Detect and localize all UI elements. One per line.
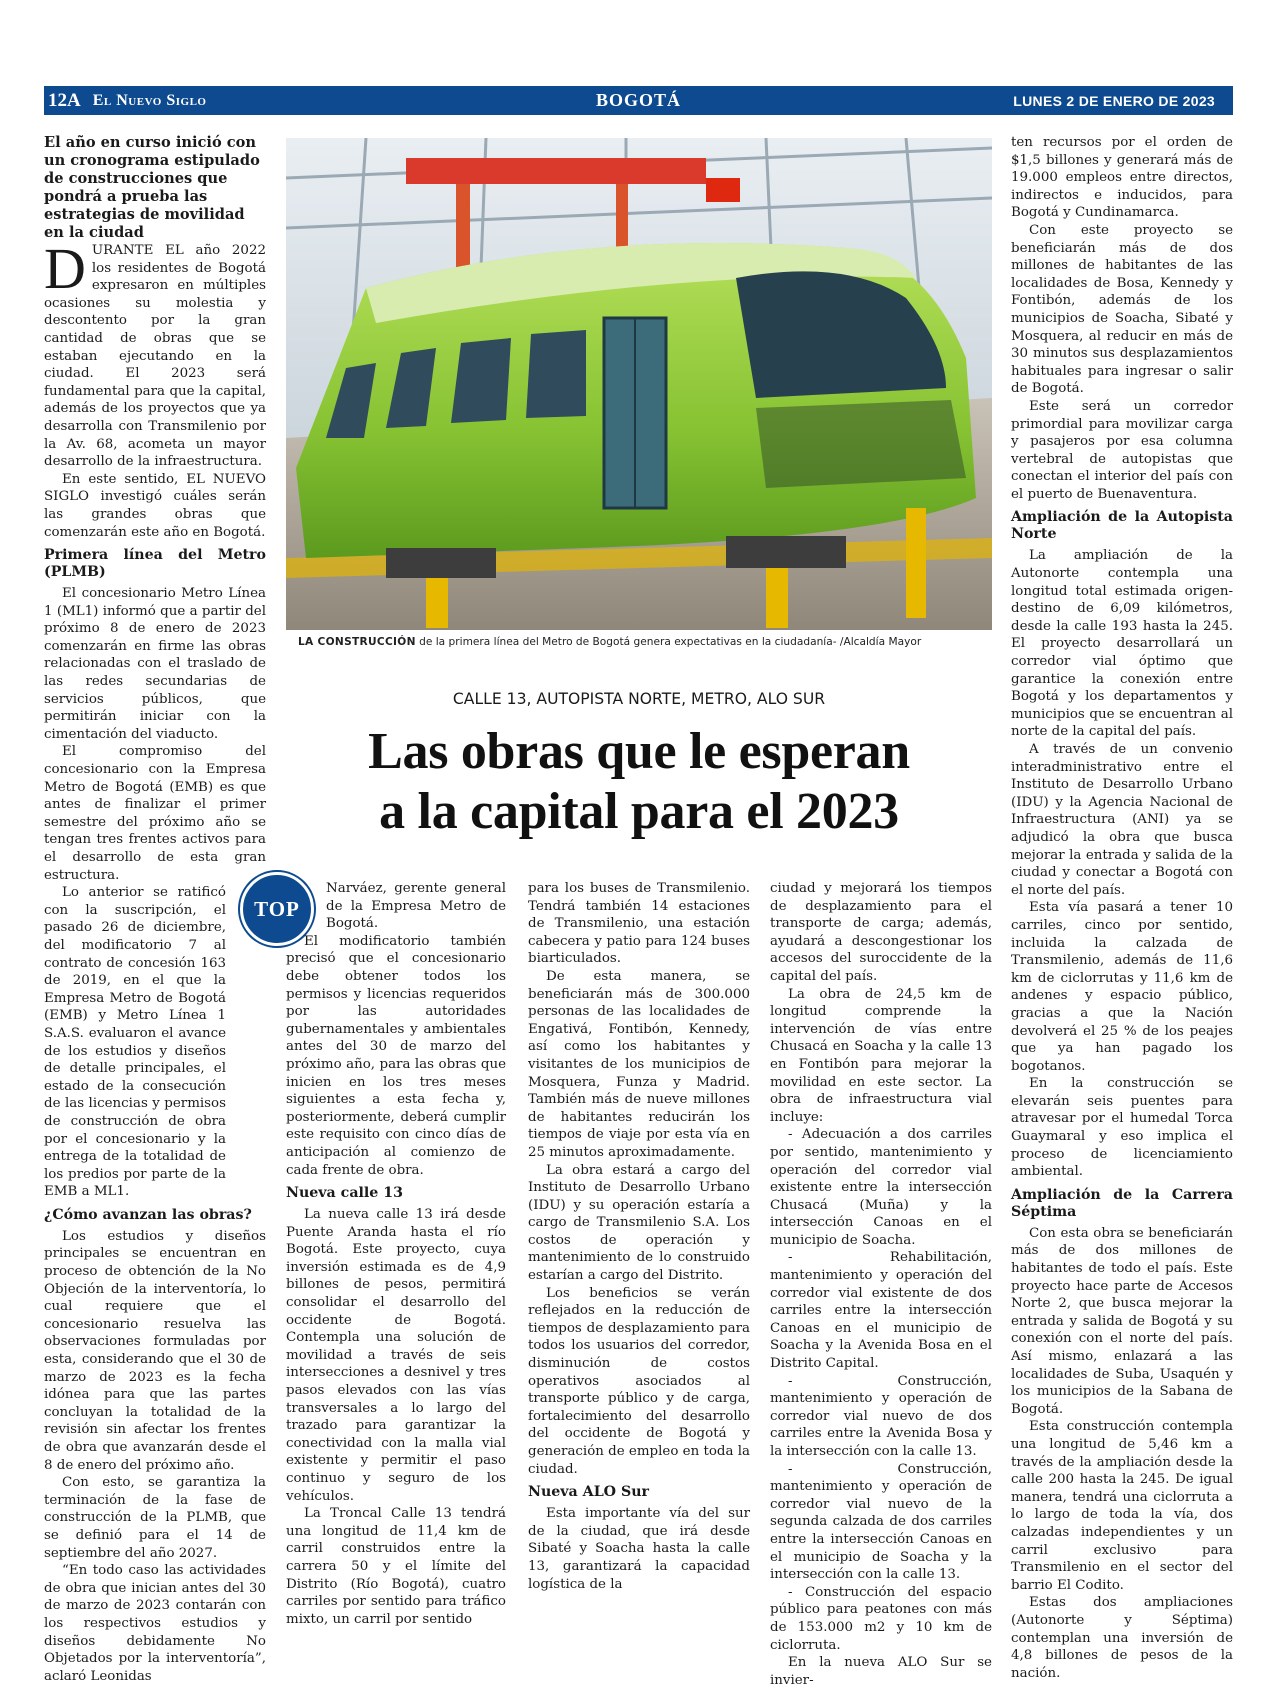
subheading: Ampliación de la Autopista Norte <box>1011 509 1233 543</box>
subheading: ¿Cómo avanzan las obras? <box>44 1206 252 1223</box>
article-paragraph: El modificatorio también precisó que el concesionario debe obtener todos los permisos y licencias requeridos por las autoridades gubernamentales y ambientales antes del 30 de marzo del próximo año, para las obras que inicien en los tres meses siguientes a esta fecha y, posteriormente, deberá cumplir este requisito con cinco días de anticipación al comienzo de cada frente de obra. <box>286 933 506 1178</box>
headline-line: Las obras que le esperan <box>368 723 910 780</box>
article-paragraph: - Rehabilitación, mantenimiento y operación del corredor vial existente de dos carriles entre la intersección Canoas en el municipio de Soacha y la Avenida Bosa en el Distrito Capital. <box>770 1250 992 1372</box>
article-paragraph: A través de un convenio interadministrativo entre el Instituto de Desarrollo Urbano (IDU) y la Agencia Nacional de Infraestructura (ANI) ya se adjudicó la obra que busca mejorar la entrada y salida de la ciudad y conectar a Bogotá con el norte del país. <box>1011 742 1233 898</box>
article-paragraph: Esta vía pasará a tener 10 carriles, cinco por sentido, incluida la calzada de Transmilenio, además de 11,6 km de ciclorrutas y 11,6 km de andenes y espacio público, gracias a que la Nación devolverá el 25 % de los peajes que ya han pagado los bogotanos. <box>1011 900 1233 1074</box>
article-column-5 <box>1011 134 1233 1682</box>
article-paragraph: La nueva calle 13 irá desde Puente Aranda hasta el río Bogotá. Este proyecto, cuya inversión estimada es de 4,9 billones de pesos, permitirá consolidar el desarrollo del occidente de Bogotá. Contempla una solución de movilidad a través de seis intersecciones a desnivel y tres pasos elevados con las vías transversales a lo largo del trazado para garantizar la conectividad con la malla vial existente y permitir el paso continuo y seguro de los vehículos. <box>286 1207 506 1504</box>
article-paragraph: Esta construcción contempla una longitud de 5,46 km a través de la ampliación desde la calle 200 hasta la 245. De igual manera, tendrá una ciclorruta a lo largo de toda la vía, dos calzadas independientes y un carril exclusivo para Transmilenio en el sector del barrio El Codito. <box>1011 1419 1233 1593</box>
article-paragraph: La Troncal Calle 13 tendrá una longitud de 11,4 km de carril construidos entre la carrera 50 y el límite del Distrito (Río Bogotá), cuatro carriles por sentido para tráfico mixto, un carril por sentido <box>286 1506 506 1627</box>
article-paragraph: DURANTE EL año 2022 los residentes de Bogotá expresaron en múltiples ocasiones su molestia y descontento por la gran cantidad de obras que se estaban ejecutando en la ciudad. El 2023 será fundamental para que la capital, además de los proyectos que ya desarrolla con Transmilenio por la Av. 68, acometa un mayor desarrollo de la infraestructura. <box>44 236 266 470</box>
metro-train-illustration <box>286 138 992 630</box>
subheading: Nueva ALO Sur <box>528 1484 650 1501</box>
article-paragraph: Con esto, se garantiza la terminación de la fase de construcción de la PLMB, que se definió para el 14 de septiembre del año 2027. <box>44 1475 266 1561</box>
issue-date: LUNES 2 DE ENERO DE 2023 <box>1013 92 1215 109</box>
headline-kicker: CALLE 13, AUTOPISTA NORTE, METRO, ALO SUR <box>452 690 826 708</box>
article-paragraph: Este será un corredor primordial para movilizar carga y pasajeros por esa columna vertebral de autopistas que conectan el interior del país con el puerto de Buenaventura. <box>1011 398 1233 502</box>
article-column-4 <box>770 880 992 1689</box>
article-paragraph: - Construcción, mantenimiento y operación de corredor vial nuevo de la segunda calzada de dos carriles entre la intersección Canoas en el municipio de Soacha y la intersección con la calle 13. <box>770 1461 992 1583</box>
article-paragraph: Con esta obra se beneficiarán más de dos millones de habitantes de todo el país. Este proyecto hace parte de Accesos Norte 2, que busca mejorar la entrada y salida de Bogotá y su conexión con el norte del país. Así mismo, enlazará a las localidades de Suba, Usaquén y los municipios de la Sabana de Bogotá. <box>1011 1225 1233 1417</box>
publication-name: El Nuevo Siglo <box>92 91 207 109</box>
metro-train-photo <box>286 138 992 630</box>
top-badge: TOP <box>240 872 314 946</box>
article-paragraph: - Construcción, mantenimiento y operación de corredor vial nuevo de dos carriles entre la Avenida Bosa y la intersección con la calle 13. <box>770 1373 992 1459</box>
article-paragraph: Con este proyecto se beneficiarán más de dos millones de habitantes de las localidades de Bosa, Kennedy y Fontibón, además de los municipios de Soacha, Sibaté y Mosquera, al reducir en más de 30 minutos sus desplazamientos habituales para ingresar o salir de Bogotá. <box>1011 222 1233 397</box>
subheading: Primera línea del Metro (PLMB) <box>44 547 266 581</box>
article-paragraph: Estas dos ampliaciones (Autonorte y Séptima) contemplan una inversión de 4,8 billones de pesos de la nación. <box>1011 1595 1233 1681</box>
article-paragraph: Narváez, gerente general de la Empresa Metro de Bogotá. <box>326 881 506 932</box>
section-name: BOGOTÁ <box>595 90 681 110</box>
article-paragraph: para los buses de Transmilenio. Tendrá también 14 estaciones de Transmilenio, una estación cabecera y patio para 124 buses biarticulados. <box>528 881 750 967</box>
headline-line: a la capital para el 2023 <box>379 783 899 840</box>
article-paragraph: La ampliación de la Autonorte contempla una longitud total estimada origen-destino de 6,09 kilómetros, desde la calle 193 hasta la 245. El proyecto desarrollará un corredor vial óptimo que garantice la conexión entre Bogotá y los departamentos y municipios que se encuentran al norte de la capital del país. <box>1011 548 1233 740</box>
article-lede: El año en curso inició con un cronograma estipulado de construcciones que pondrá a prueba las estrategias de movilidad en la ciudad <box>44 134 260 241</box>
article-paragraph: Esta importante vía del sur de la ciudad, que irá desde Sibaté y Soacha hasta la calle 13, garantizará la capacidad logística de la <box>528 1506 750 1592</box>
article-paragraph: En este sentido, EL NUEVO SIGLO investigó cuáles serán las grandes obras que comenzarán este año en Bogotá. <box>44 471 266 540</box>
subheading: Nueva calle 13 <box>286 1185 404 1202</box>
drop-cap: D <box>44 236 86 301</box>
article-column-1 <box>44 134 266 1685</box>
page-header <box>44 86 1233 115</box>
article-paragraph: En la nueva ALO Sur se invier- <box>770 1655 992 1688</box>
article-paragraph: De esta manera, se beneficiarán más de 300.000 personas de las localidades de Engativá, Fontibón, Kennedy, así como los habitantes y visitantes de los municipios de Mosquera, Funza y Madrid. También más de nueve millones de habitantes reducirán los tiempos de viaje por esta vía en 25 minutos aproximadamente. <box>528 968 750 1160</box>
article-column-3 <box>528 880 750 1593</box>
article-paragraph: Los beneficios se verán reflejados en la reducción de tiempos de desplazamiento para todos los usuarios del corredor, disminución de costos operativos asociados al transporte público y de carga, fortalecimiento del desarrollo del occidente de Bogotá y generación de empleo en toda la ciudad. <box>528 1285 750 1477</box>
article-paragraph: - Adecuación a dos carriles por sentido, mantenimiento y operación del corredor vial existente entre la intersección Chusacá (Muña) y la intersección Canoas en el municipio de Soacha. <box>770 1127 992 1248</box>
article-paragraph: El compromiso del concesionario con la Empresa Metro de Bogotá (EMB) es que antes de finalizar el primer semestre del próximo año se tengan tres frentes activos para el desarrollo de esta gran estructura. <box>44 744 266 883</box>
headline <box>286 722 992 842</box>
article-paragraph: ten recursos por el orden de $1,5 billones y generará más de 19.000 empleos entre directos, indirectos e inducidos, para Bogotá y Cundinamarca. <box>1011 135 1233 221</box>
article-column-2 <box>286 880 506 1628</box>
photo-caption: LA CONSTRUCCIÓN de la primera línea del Metro de Bogotá genera expectativas en la ciudadanía- /Alcaldía Mayor <box>298 636 922 648</box>
article-paragraph: Los estudios y diseños principales se encuentran en proceso de obtención de la No Objeción de la interventoría, lo cual requiere que el concesionario resuelva las observaciones formuladas por esta, considerando que el 30 de marzo de 2023 es la fecha idónea para que las partes concluyan la totalidad de la revisión sin afectar los frentes de obra que avanzarán desde el 8 de enero del próximo año. <box>44 1228 266 1473</box>
article-paragraph: Lo anterior se ratificó con la suscripción, el pasado 26 de diciembre, del modificatorio 7 al contrato de concesión 163 de 2019, en el que la Empresa Metro de Bogotá (EMB) y Metro Línea 1 S.A.S. evaluaron el avance de los estudios y diseños de detalle principales, el estado de la consecución de las licencias y permisos de construcción de obra por el concesionario y la entrega de la totalidad de los predios por parte de la EMB a ML1. <box>44 885 226 1200</box>
article-paragraph: En la construcción se elevarán seis puentes para atravesar por el humedal Torca Guaymaral y eso implica el proceso de licenciamiento ambiental. <box>1011 1076 1233 1180</box>
page-number: 12A <box>48 89 81 111</box>
article-paragraph: El concesionario Metro Línea 1 (ML1) informó que a partir del próximo 8 de enero de 2023 comenzarán en firme las obras relacionadas con el traslado de las redes secundarias de servicios públicos, que permitirán iniciar con la cimentación del viaducto. <box>44 586 266 742</box>
article-paragraph: La obra de 24,5 km de longitud comprende la intervención de vías entre Chusacá en Soacha y la calle 13 en Fontibón para mejorar la movilidad en este sector. La obra de infraestructura vial incluye: <box>770 986 992 1125</box>
article-paragraph: “En todo caso las actividades de obra que inician antes del 30 de marzo de 2023 contarán con los respectivos estudios y diseños debidamente No Objetados por la interventoría”, aclaró Leonidas <box>44 1563 266 1684</box>
article-paragraph: - Construcción del espacio público para peatones con más de 153.000 m2 y 10 km de ciclorruta. <box>770 1584 992 1653</box>
article-paragraph: La obra estará a cargo del Instituto de Desarrollo Urbano (IDU) y su operación estaría a cargo de Transmilenio S.A. Los costos de operación y mantenimiento de lo construido estarían a cargo del Distrito. <box>528 1162 750 1284</box>
article-paragraph: ciudad y mejorará los tiempos de desplazamiento para el transporte de carga; además, ayudará a descongestionar los accesos del suroccidente de la capital del país. <box>770 881 992 984</box>
subheading: Ampliación de la Carrera Séptima <box>1011 1186 1233 1220</box>
